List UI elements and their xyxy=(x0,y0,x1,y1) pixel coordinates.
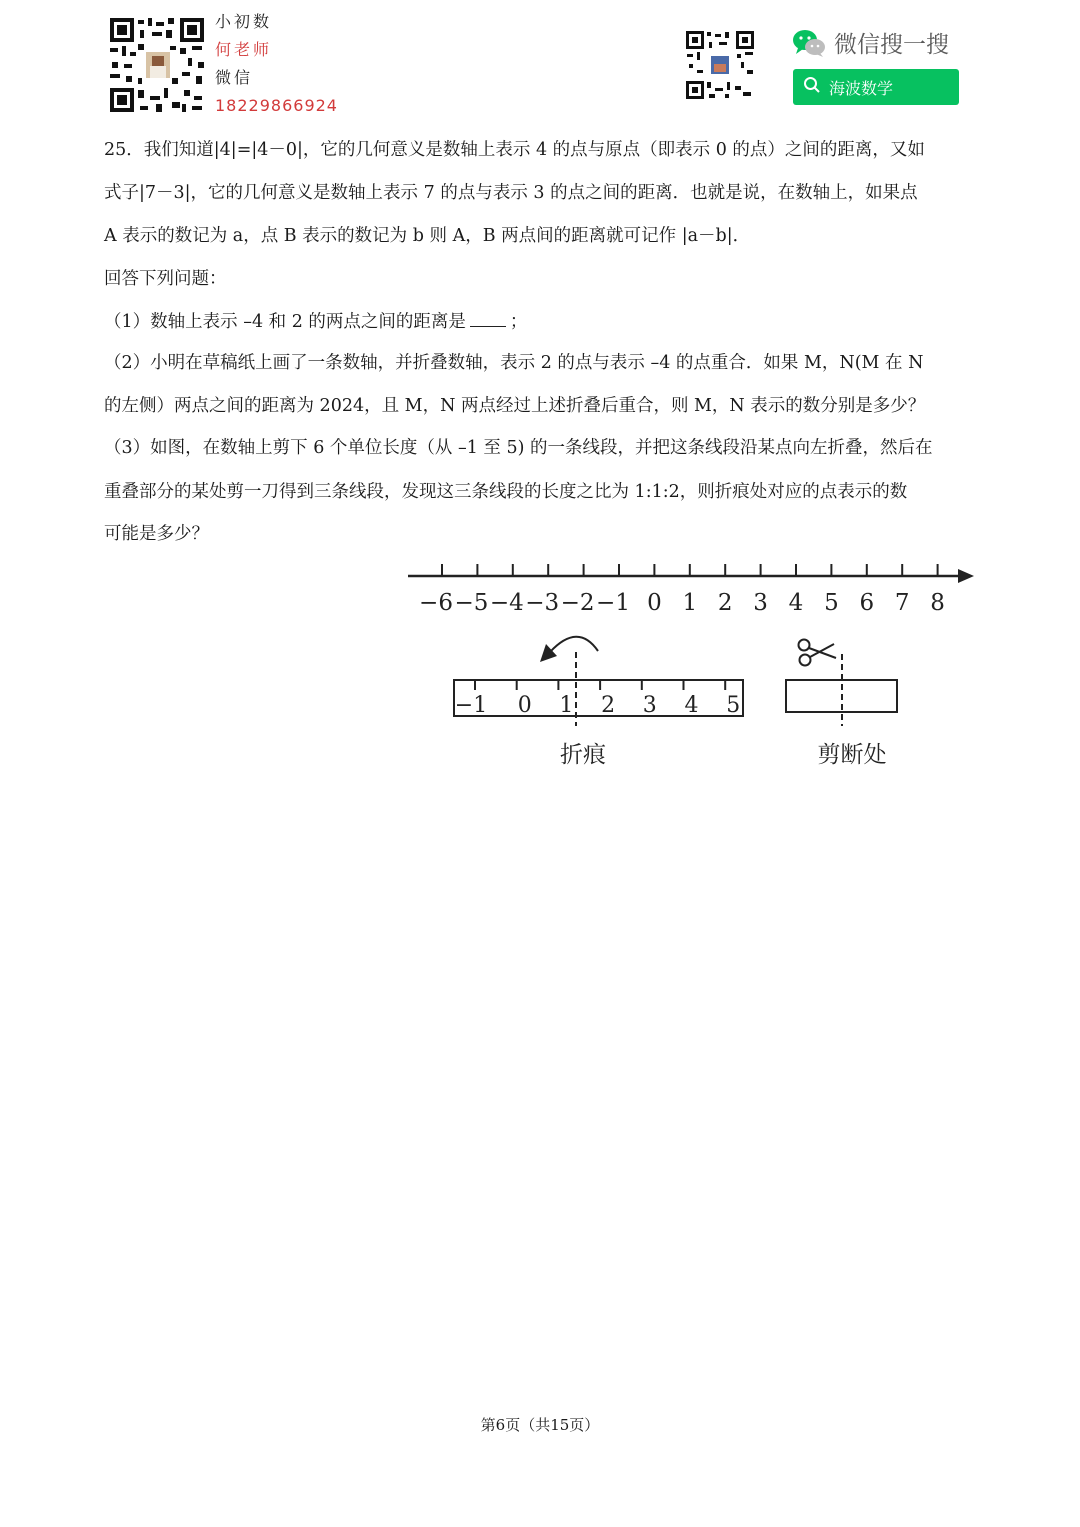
cut-label: 剪断处 xyxy=(817,742,887,768)
part-3-line-2: 重叠部分的某处剪一刀得到三条线段，发现这三条线段的长度之比为 1:1:2，则折痕处对应的点表示的数 xyxy=(104,482,908,502)
question-line-2: 式子|7－3|，它的几何意义是数轴上表示 7 的点与表示 3 的点之间的距离．也就是说，在数轴上，如果点 xyxy=(104,183,918,203)
strip-tick-label: 4 xyxy=(684,693,699,718)
axis-labels xyxy=(419,590,945,616)
answer-blank[interactable] xyxy=(470,312,506,327)
axis-tick-label: 6 xyxy=(859,590,875,616)
strip-tick-label: 3 xyxy=(642,693,657,718)
wechat-search-label: 微信搜一搜 xyxy=(834,32,949,58)
part-3-line-1: （3）如图，在数轴上剪下 6 个单位长度（从 –1 至 5) 的一条线段，并把这条线段沿某点向左折叠，然后在 xyxy=(104,438,933,458)
axis-tick-label: 3 xyxy=(753,590,768,616)
axis-tick-label: −4 xyxy=(489,590,524,616)
contact-phone: 18229866924 xyxy=(215,96,338,115)
axis-tick-label: 7 xyxy=(894,590,910,616)
teacher-contact xyxy=(215,8,338,120)
wechat-search-title xyxy=(792,26,949,59)
part-1-end: ； xyxy=(509,312,528,332)
part-2-line-2: 的左侧）两点之间的距离为 2024，且 M，N 两点经过上述折叠后重合，则 M，N 表示的数分别是多少？ xyxy=(104,396,926,416)
axis-tick-label: −1 xyxy=(596,590,630,616)
part-3-line-3: 可能是多少？ xyxy=(104,524,209,544)
axis-tick-label: −6 xyxy=(419,590,453,616)
search-icon xyxy=(803,76,821,98)
axis-tick-label: 8 xyxy=(930,590,945,616)
qr-code-right xyxy=(685,30,755,100)
part-1 xyxy=(104,308,527,333)
strip-tick-label: 2 xyxy=(601,693,616,718)
strip-tick-label: −1 xyxy=(454,693,488,718)
axis-ticks xyxy=(442,564,938,576)
axis-tick-label: 1 xyxy=(682,590,698,616)
scissors-icon xyxy=(799,640,837,666)
number-line-figure xyxy=(400,556,990,776)
contact-line-3: 微信 xyxy=(215,68,254,87)
strip-tick-label: 1 xyxy=(559,693,574,718)
axis-tick-label: −5 xyxy=(454,590,489,616)
question-line-3: A 表示的数记为 a，点 B 表示的数记为 b 则 A，B 两点间的距离就可记作 |a－b|． xyxy=(104,226,751,246)
strip-tick-label: 0 xyxy=(517,693,532,718)
question-line-1: 25．我们知道|4|=|4－0|，它的几何意义是数轴上表示 4 的点与原点（即表示 0 的点）之间的距离，又如 xyxy=(104,140,925,160)
contact-line-2: 何老师 xyxy=(215,40,273,59)
fold-arrow-icon xyxy=(550,637,598,652)
question-prompt: 回答下列问题： xyxy=(104,269,227,289)
strip-tick-label: 5 xyxy=(726,693,741,718)
axis-tick-label: 2 xyxy=(717,590,733,616)
page-footer: 第6页（共15页） xyxy=(480,1416,600,1434)
part-1-text: （1）数轴上表示 –4 和 2 的两点之间的距离是 xyxy=(104,312,466,332)
axis-tick-label: 0 xyxy=(647,590,662,616)
cut-strip xyxy=(454,680,743,716)
wechat-search-button-label: 海波数学 xyxy=(829,78,894,98)
axis-tick-label: −2 xyxy=(560,590,595,616)
crease-label: 折痕 xyxy=(560,742,606,768)
qr-code-left xyxy=(108,16,206,114)
axis-tick-label: −3 xyxy=(525,590,560,616)
part-2-line-1: （2）小明在草稿纸上画了一条数轴，并折叠数轴，表示 2 的点与表示 –4 的点重合．如果 M，N(M 在 N xyxy=(104,353,924,373)
wechat-icon xyxy=(792,28,826,58)
wechat-search-button[interactable] xyxy=(793,69,959,105)
axis-tick-label: 5 xyxy=(824,590,839,616)
axis-arrow-icon xyxy=(958,569,974,583)
contact-line-1: 小初数 xyxy=(215,12,273,31)
axis-tick-label: 4 xyxy=(788,590,804,616)
